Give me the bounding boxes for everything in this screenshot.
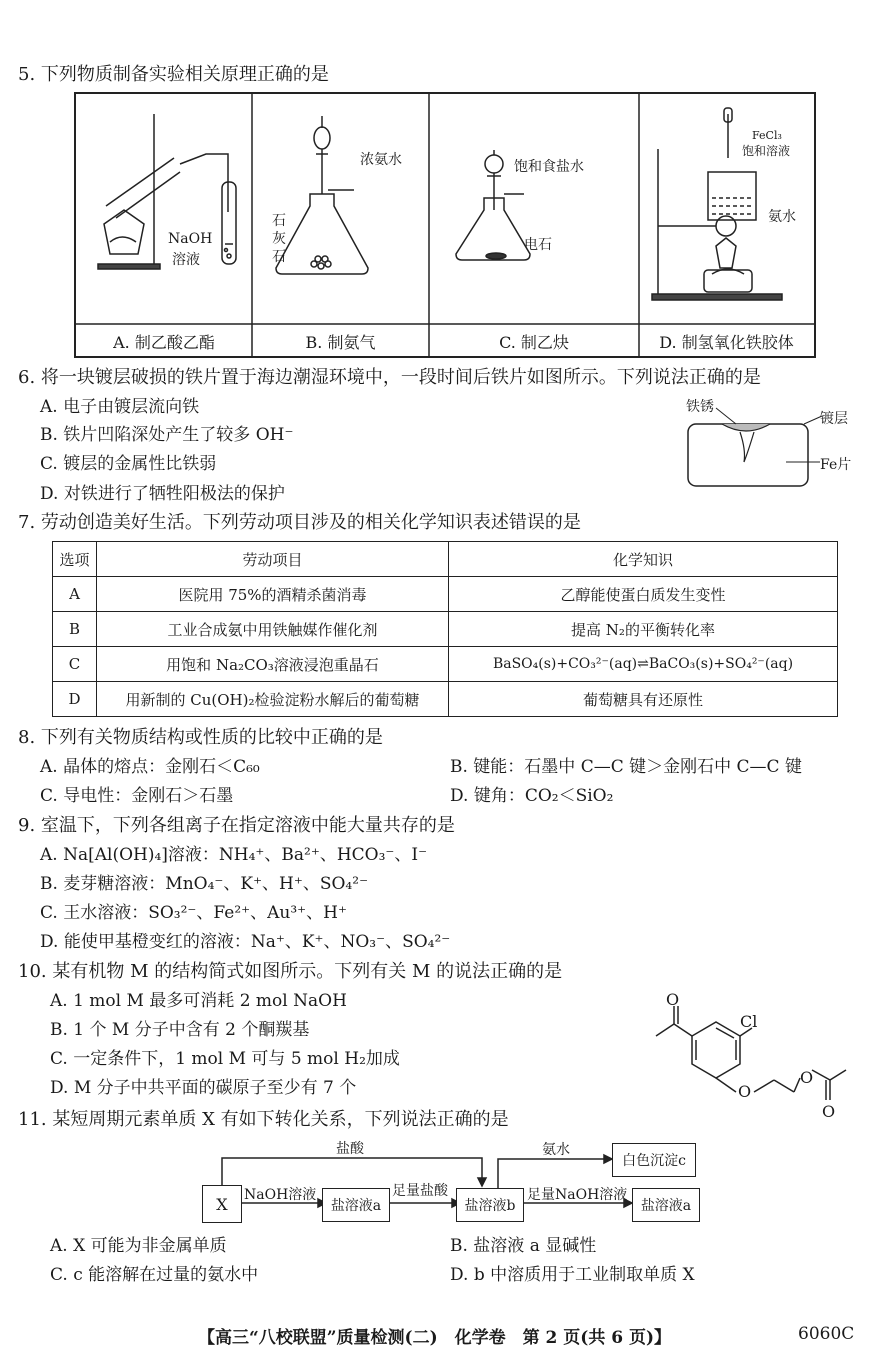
q6-label-coating: 镀层: [820, 411, 848, 427]
q11-option-a: A. X 可能为非金属单质: [50, 1236, 227, 1256]
q11-option-c: C. c 能溶解在过量的氨水中: [50, 1265, 259, 1285]
footer-code: 6060C: [798, 1324, 855, 1344]
q10-option-c: C. 一定条件下，1 mol M 可与 5 mol H₂加成: [50, 1049, 400, 1069]
table-row: [53, 612, 838, 647]
table-row: [53, 577, 838, 612]
q7-stem: 7. 劳动创造美好生活。下列劳动项目涉及的相关化学知识表述错误的是: [18, 512, 581, 533]
q5-stem: 5. 下列物质制备实验相关原理正确的是: [18, 64, 329, 85]
q8-option-d: D. 键角：CO₂＜SiO₂: [450, 786, 614, 806]
label-fecl3: FeCl₃: [752, 129, 782, 142]
q8-option-b: B. 键能：石墨中 C—C 键＞金刚石中 C—C 键: [450, 757, 802, 777]
q11-arrow-naoh: NaOH溶液: [244, 1187, 317, 1203]
q11-option-d: D. b 中溶质用于工业制取单质 X: [450, 1265, 695, 1285]
q10-option-d: D. M 分子中共平面的碳原子至少有 7 个: [50, 1078, 357, 1098]
q7-cell: 提高 N₂的平衡转化率: [449, 612, 838, 647]
label-lime-1: 石: [272, 213, 286, 229]
q6-option-a: A. 电子由镀层流向铁: [40, 397, 200, 417]
q11-arrow-ammonia: 氨水: [542, 1142, 570, 1158]
q7-table-header: [53, 542, 838, 577]
q7-header-knowledge: 化学知识: [449, 542, 838, 577]
q10-option-b: B. 1 个 M 分子中含有 2 个酮羰基: [50, 1020, 310, 1040]
q9-option-d: D. 能使甲基橙变红的溶液：Na⁺、K⁺、NO₃⁻、SO₄²⁻: [40, 932, 451, 952]
q9-option-b: B. 麦芽糖溶液：MnO₄⁻、K⁺、H⁺、SO₄²⁻: [40, 874, 369, 894]
q11-box-white-precipitate: 白色沉淀c: [612, 1143, 696, 1177]
q5-apparatus-figure: [76, 94, 814, 356]
q7-cell: 用饱和 Na₂CO₃溶液浸泡重晶石: [97, 647, 449, 682]
q10-atom-o-carbonyl: O: [822, 1102, 836, 1121]
footer-title: 【高三“八校联盟”质量检测(二) 化学卷 第 2 页(共 6 页)】: [198, 1328, 672, 1348]
caption-a: A. 制乙酸乙酯: [113, 333, 215, 352]
label-lime-2: 灰: [272, 231, 286, 247]
q9-option-c: C. 王水溶液：SO₃²⁻、Fe²⁺、Au³⁺、H⁺: [40, 903, 347, 923]
q11-box-salt-a-2: 盐溶液a: [632, 1188, 700, 1222]
q7-table: [52, 541, 838, 717]
q7-header-option: 选项: [53, 542, 97, 577]
q11-box-salt-b: 盐溶液b: [456, 1188, 524, 1222]
q9-stem: 9. 室温下，下列各组离子在指定溶液中能大量共存的是: [18, 815, 455, 836]
q11-box-salt-a: 盐溶液a: [322, 1188, 390, 1222]
table-row: [53, 682, 838, 717]
label-lime-3: 石: [272, 249, 286, 265]
q10-atom-o-ester: O: [800, 1068, 814, 1087]
q7-cell: 工业合成氨中用铁触媒作催化剂: [97, 612, 449, 647]
q6-label-fe-sheet: Fe片: [820, 457, 852, 473]
label-naoh: NaOH: [168, 231, 213, 247]
q7-cell: A: [53, 577, 97, 612]
label-ammonia-water: 氨水: [768, 209, 796, 225]
q10-stem: 10. 某有机物 M 的结构简式如图所示。下列有关 M 的说法正确的是: [18, 961, 563, 982]
q11-arrow-excess-naoh: 足量NaOH溶液: [527, 1187, 628, 1203]
q8-stem: 8. 下列有关物质结构或性质的比较中正确的是: [18, 727, 383, 748]
q11-box-x: X: [202, 1185, 242, 1223]
q7-cell: 乙醇能使蛋白质发生变性: [449, 577, 838, 612]
q7-header-labor: 劳动项目: [97, 542, 449, 577]
q9-option-a: A. Na[Al(OH)₄]溶液：NH₄⁺、Ba²⁺、HCO₃⁻、I⁻: [40, 845, 428, 865]
q7-cell: B: [53, 612, 97, 647]
q6-option-b: B. 铁片凹陷深处产生了较多 OH⁻: [40, 425, 294, 445]
q10-atom-o-ether: O: [738, 1082, 752, 1101]
q7-cell: 葡萄糖具有还原性: [449, 682, 838, 717]
label-calcium-carbide: 电石: [524, 237, 552, 253]
q8-option-a: A. 晶体的熔点：金刚石＜C₆₀: [40, 757, 260, 777]
label-fecl3-saturated: 饱和溶液: [742, 144, 791, 158]
label-saturated-brine: 饱和食盐水: [514, 159, 584, 175]
q11-option-b: B. 盐溶液 a 显碱性: [450, 1236, 597, 1256]
caption-b: B. 制氨气: [305, 333, 376, 352]
q6-label-rust: 铁锈: [686, 399, 714, 415]
q6-option-c: C. 镀层的金属性比铁弱: [40, 454, 217, 474]
q5-apparatus-table: [74, 92, 816, 358]
q11-stem: 11. 某短周期元素单质 X 有如下转化关系，下列说法正确的是: [18, 1109, 509, 1130]
table-row: [53, 647, 838, 682]
q6-stem: 6. 将一块镀层破损的铁片置于海边潮湿环境中，一段时间后铁片如图所示。下列说法正确的是: [18, 367, 761, 388]
q7-cell: 用新制的 Cu(OH)₂检验淀粉水解后的葡萄糖: [97, 682, 449, 717]
q6-option-d: D. 对铁进行了牺牲阳极法的保护: [40, 484, 285, 504]
q10-option-a: A. 1 mol M 最多可消耗 2 mol NaOH: [50, 991, 347, 1011]
q7-cell: D: [53, 682, 97, 717]
q10-atom-o-ketone: O: [666, 990, 680, 1009]
q10-atom-cl: Cl: [740, 1012, 758, 1031]
label-conc-ammonia: 浓氨水: [360, 152, 402, 168]
q7-cell: BaSO₄(s)+CO₃²⁻(aq)⇌BaCO₃(s)+SO₄²⁻(aq): [449, 647, 838, 682]
q11-arrow-excess-hcl: 足量盐酸: [392, 1183, 448, 1199]
q8-option-c: C. 导电性：金刚石＞石墨: [40, 786, 234, 806]
caption-c: C. 制乙炔: [499, 333, 569, 352]
label-solution: 溶液: [172, 252, 200, 268]
q11-arrow-hcl: 盐酸: [336, 1141, 364, 1157]
caption-d: D. 制氢氧化铁胶体: [659, 333, 794, 352]
q7-cell: C: [53, 647, 97, 682]
q7-cell: 医院用 75%的酒精杀菌消毒: [97, 577, 449, 612]
